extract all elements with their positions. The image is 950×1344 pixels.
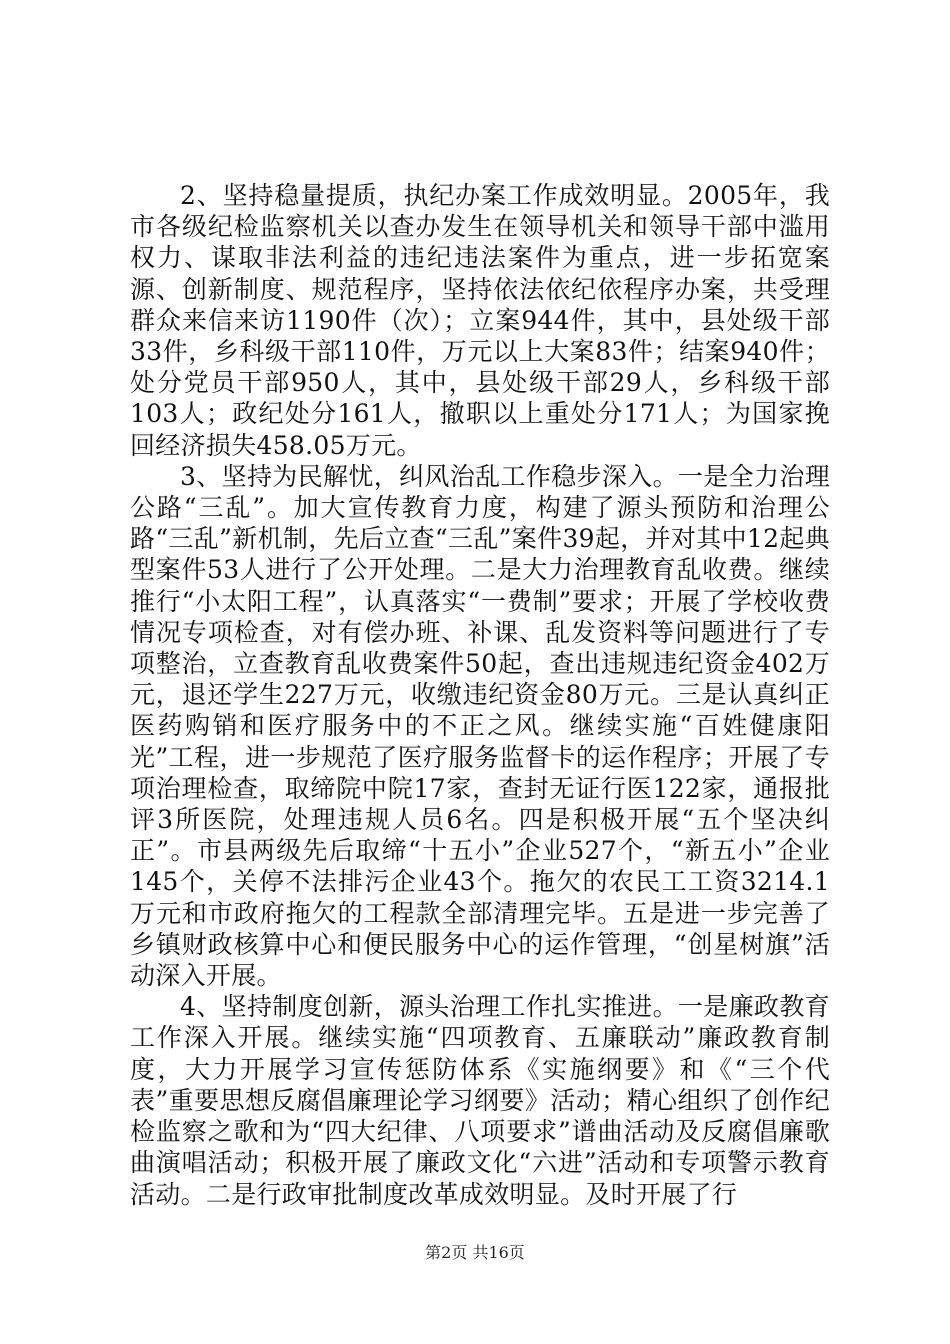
page-number-footer: 第2页 共16页 — [425, 1243, 525, 1262]
paragraph-discipline-cases: 2、坚持稳量提质，执纪办案工作成效明显。2005年，我市各级纪检监察机关以查办发生在领导机关和领导干部中滥用权力、谋取非法利益的违纪违法案件为重点，进一步拓宽案源、创新制度、规范程序，坚持依法依纪依程序办案，共受理群众来信来访1190件（次）；立案944件，其中，县处级干部33件，乡科级干部110件，万元以上大案83件；结案940件；处分党员干部950人，其中，县处级干部29人，乡科级干部103人；政纪处分161人，撤职以上重处分171人；为国家挽回经济损失458.05万元。 — [130, 181, 830, 460]
document-body — [130, 180, 830, 1210]
paragraph-system-innovation: 4、坚持制度创新，源头治理工作扎实推进。一是廉政教育工作深入开展。继续实施“四项教育、五廉联动”廉政教育制度，大力开展学习宣传惩防体系《实施纲要》和《“三个代表”重要思想反腐倡廉理论学习纲要》活动；精心组织了创作纪检监察之歌和为“四大纪律、八项要求”谱曲活动及反腐倡廉歌曲演唱活动；积极开展了廉政文化“六进”活动和专项警示教育活动。二是行政审批制度改革成效明显。及时开展了行 — [130, 992, 830, 1209]
paragraph-rectification: 3、坚持为民解忧，纠风治乱工作稳步深入。一是全力治理公路“三乱”。加大宣传教育力度，构建了源头预防和治理公路“三乱”新机制，先后立查“三乱”案件39起，并对其中12起典型案件53人进行了公开处理。二是大力治理教育乱收费。继续推行“小太阳工程”，认真落实“一费制”要求；开展了学校收费情况专项检查，对有偿办班、补课、乱发资料等问题进行了专项整治，立查教育乱收费案件50起，查出违规违纪资金402万元，退还学生227万元，收缴违纪资金80万元。三是认真纠正医药购销和医疗服务中的不正之风。继续实施“百姓健康阳光”工程，进一步规范了医疗服务监督卡的运作程序；开展了专项治理检查，取缔院中院17家，查封无证行医122家，通报批评3所医院，处理违规人员6名。四是积极开展“五个坚决纠正”。市县两级先后取缔“十五小”企业527个，“新五小”企业145个，关停不法排污企业43个。拖欠的农民工工资3214.1万元和市政府拖欠的工程款全部清理完毕。五是进一步完善了乡镇财政核算中心和便民服务中心的运作管理，“创星树旗”活动深入开展。 — [130, 461, 830, 991]
